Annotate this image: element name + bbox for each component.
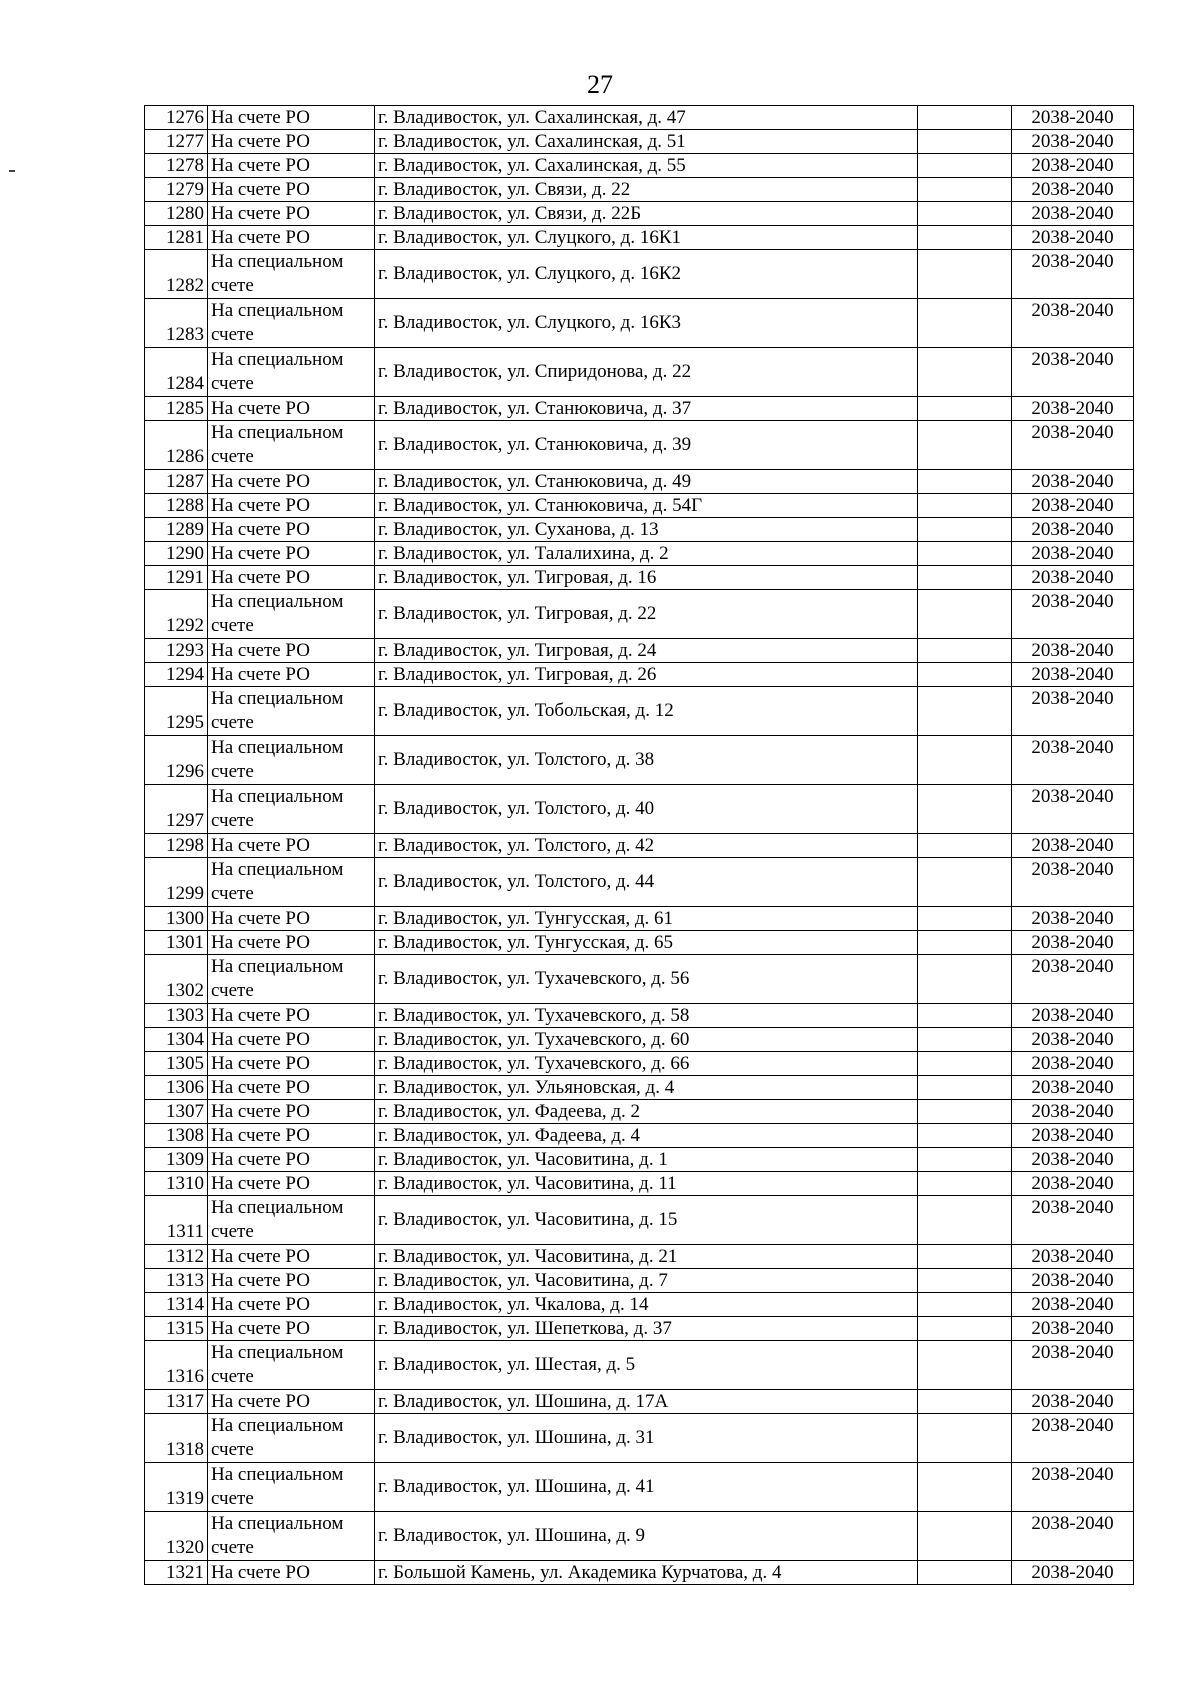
row-number: 1301: [145, 931, 208, 955]
row-number: 1321: [145, 1561, 208, 1585]
empty-cell: [918, 1196, 1012, 1245]
repair-period: 2038-2040: [1012, 1269, 1134, 1293]
funding-status: На специальном счете: [208, 858, 375, 907]
table-row: [145, 397, 1134, 421]
building-address: г. Владивосток, ул. Талалихина, д. 2: [375, 542, 918, 566]
table-row: [145, 1317, 1134, 1341]
funding-status: На счете РО: [208, 834, 375, 858]
empty-cell: [918, 663, 1012, 687]
empty-cell: [918, 106, 1012, 130]
repair-period: 2038-2040: [1012, 226, 1134, 250]
row-number: 1306: [145, 1076, 208, 1100]
table-row: [145, 1269, 1134, 1293]
table-row: [145, 130, 1134, 154]
funding-status: На счете РО: [208, 130, 375, 154]
repair-period: 2038-2040: [1012, 1196, 1134, 1245]
funding-status: На счете РО: [208, 1245, 375, 1269]
row-number: 1314: [145, 1293, 208, 1317]
repair-period: 2038-2040: [1012, 590, 1134, 639]
empty-cell: [918, 130, 1012, 154]
empty-cell: [918, 1293, 1012, 1317]
funding-status: На специальном счете: [208, 955, 375, 1004]
building-address: г. Владивосток, ул. Часовитина, д. 1: [375, 1148, 918, 1172]
empty-cell: [918, 931, 1012, 955]
repair-period: 2038-2040: [1012, 834, 1134, 858]
empty-cell: [918, 202, 1012, 226]
empty-cell: [918, 1317, 1012, 1341]
empty-cell: [918, 542, 1012, 566]
row-number: 1311: [145, 1196, 208, 1245]
empty-cell: [918, 299, 1012, 348]
funding-status: На счете РО: [208, 106, 375, 130]
row-number: 1279: [145, 178, 208, 202]
building-address: г. Владивосток, ул. Станюковича, д. 37: [375, 397, 918, 421]
building-address: г. Владивосток, ул. Толстого, д. 42: [375, 834, 918, 858]
row-number: 1303: [145, 1004, 208, 1028]
table-row: [145, 1100, 1134, 1124]
empty-cell: [918, 470, 1012, 494]
registry-table: [144, 105, 1134, 1585]
table-row: [145, 931, 1134, 955]
empty-cell: [918, 1148, 1012, 1172]
table-row: [145, 1076, 1134, 1100]
empty-cell: [918, 1052, 1012, 1076]
table-row: [145, 154, 1134, 178]
row-number: 1283: [145, 299, 208, 348]
funding-status: На счете РО: [208, 518, 375, 542]
building-address: г. Владивосток, ул. Толстого, д. 44: [375, 858, 918, 907]
building-address: г. Владивосток, ул. Станюковича, д. 49: [375, 470, 918, 494]
building-address: г. Владивосток, ул. Часовитина, д. 7: [375, 1269, 918, 1293]
repair-period: 2038-2040: [1012, 1293, 1134, 1317]
building-address: г. Владивосток, ул. Фадеева, д. 4: [375, 1124, 918, 1148]
row-number: 1316: [145, 1341, 208, 1390]
repair-period: 2038-2040: [1012, 687, 1134, 736]
funding-status: На специальном счете: [208, 1463, 375, 1512]
repair-period: 2038-2040: [1012, 1028, 1134, 1052]
building-address: г. Владивосток, ул. Тунгусская, д. 65: [375, 931, 918, 955]
empty-cell: [918, 518, 1012, 542]
row-number: 1318: [145, 1414, 208, 1463]
row-number: 1288: [145, 494, 208, 518]
funding-status: На счете РО: [208, 1052, 375, 1076]
funding-status: На счете РО: [208, 1172, 375, 1196]
funding-status: На специальном счете: [208, 590, 375, 639]
scan-mark: [9, 170, 15, 172]
repair-period: 2038-2040: [1012, 1512, 1134, 1561]
table-row: [145, 1512, 1134, 1561]
row-number: 1295: [145, 687, 208, 736]
table-row: [145, 1196, 1134, 1245]
empty-cell: [918, 566, 1012, 590]
row-number: 1277: [145, 130, 208, 154]
table-row: [145, 542, 1134, 566]
repair-period: 2038-2040: [1012, 130, 1134, 154]
empty-cell: [918, 250, 1012, 299]
building-address: г. Владивосток, ул. Часовитина, д. 11: [375, 1172, 918, 1196]
building-address: г. Владивосток, ул. Толстого, д. 38: [375, 736, 918, 785]
funding-status: На счете РО: [208, 931, 375, 955]
building-address: г. Владивосток, ул. Часовитина, д. 15: [375, 1196, 918, 1245]
table-row: [145, 1004, 1134, 1028]
building-address: г. Владивосток, ул. Слуцкого, д. 16К1: [375, 226, 918, 250]
empty-cell: [918, 1172, 1012, 1196]
building-address: г. Владивосток, ул. Сахалинская, д. 47: [375, 106, 918, 130]
empty-cell: [918, 1512, 1012, 1561]
funding-status: На специальном счете: [208, 1414, 375, 1463]
funding-status: На счете РО: [208, 154, 375, 178]
building-address: г. Владивосток, ул. Тигровая, д. 22: [375, 590, 918, 639]
building-address: г. Владивосток, ул. Тухачевского, д. 58: [375, 1004, 918, 1028]
table-row: [145, 1148, 1134, 1172]
funding-status: На специальном счете: [208, 1196, 375, 1245]
building-address: г. Владивосток, ул. Сахалинская, д. 51: [375, 130, 918, 154]
row-number: 1312: [145, 1245, 208, 1269]
repair-period: 2038-2040: [1012, 663, 1134, 687]
repair-period: 2038-2040: [1012, 736, 1134, 785]
empty-cell: [918, 1390, 1012, 1414]
table-row: [145, 1124, 1134, 1148]
funding-status: На счете РО: [208, 1269, 375, 1293]
page-number: 27: [587, 70, 613, 99]
building-address: г. Владивосток, ул. Слуцкого, д. 16К2: [375, 250, 918, 299]
funding-status: На специальном счете: [208, 299, 375, 348]
funding-status: На счете РО: [208, 1004, 375, 1028]
building-address: г. Владивосток, ул. Станюковича, д. 54Г: [375, 494, 918, 518]
funding-status: На специальном счете: [208, 1341, 375, 1390]
building-address: г. Владивосток, ул. Спиридонова, д. 22: [375, 348, 918, 397]
row-number: 1310: [145, 1172, 208, 1196]
table-row: [145, 858, 1134, 907]
building-address: г. Владивосток, ул. Фадеева, д. 2: [375, 1100, 918, 1124]
table-row: [145, 566, 1134, 590]
table-row: [145, 639, 1134, 663]
building-address: г. Владивосток, ул. Шошина, д. 41: [375, 1463, 918, 1512]
repair-period: 2038-2040: [1012, 566, 1134, 590]
table-row: [145, 470, 1134, 494]
building-address: г. Владивосток, ул. Тухачевского, д. 56: [375, 955, 918, 1004]
row-number: 1297: [145, 785, 208, 834]
funding-status: На счете РО: [208, 202, 375, 226]
row-number: 1280: [145, 202, 208, 226]
repair-period: 2038-2040: [1012, 1561, 1134, 1585]
table-row: [145, 955, 1134, 1004]
building-address: г. Владивосток, ул. Тигровая, д. 16: [375, 566, 918, 590]
building-address: г. Владивосток, ул. Тигровая, д. 24: [375, 639, 918, 663]
funding-status: На счете РО: [208, 226, 375, 250]
repair-period: 2038-2040: [1012, 154, 1134, 178]
building-address: г. Владивосток, ул. Тухачевского, д. 60: [375, 1028, 918, 1052]
funding-status: На специальном счете: [208, 785, 375, 834]
empty-cell: [918, 1004, 1012, 1028]
table-row: [145, 785, 1134, 834]
table-row: [145, 1052, 1134, 1076]
repair-period: 2038-2040: [1012, 299, 1134, 348]
funding-status: На счете РО: [208, 1390, 375, 1414]
empty-cell: [918, 1100, 1012, 1124]
repair-period: 2038-2040: [1012, 1052, 1134, 1076]
empty-cell: [918, 1076, 1012, 1100]
repair-period: 2038-2040: [1012, 1076, 1134, 1100]
funding-status: На счете РО: [208, 542, 375, 566]
building-address: г. Большой Камень, ул. Академика Курчатова, д. 4: [375, 1561, 918, 1585]
empty-cell: [918, 1341, 1012, 1390]
empty-cell: [918, 590, 1012, 639]
funding-status: На специальном счете: [208, 250, 375, 299]
row-number: 1282: [145, 250, 208, 299]
funding-status: На счете РО: [208, 178, 375, 202]
repair-period: 2038-2040: [1012, 1245, 1134, 1269]
repair-period: 2038-2040: [1012, 639, 1134, 663]
table-row: [145, 1390, 1134, 1414]
building-address: г. Владивосток, ул. Станюковича, д. 39: [375, 421, 918, 470]
repair-period: 2038-2040: [1012, 202, 1134, 226]
row-number: 1294: [145, 663, 208, 687]
repair-period: 2038-2040: [1012, 1341, 1134, 1390]
building-address: г. Владивосток, ул. Шошина, д. 17А: [375, 1390, 918, 1414]
table-row: [145, 1414, 1134, 1463]
row-number: 1319: [145, 1463, 208, 1512]
building-address: г. Владивосток, ул. Слуцкого, д. 16К3: [375, 299, 918, 348]
table-row: [145, 907, 1134, 931]
empty-cell: [918, 397, 1012, 421]
row-number: 1320: [145, 1512, 208, 1561]
building-address: г. Владивосток, ул. Связи, д. 22: [375, 178, 918, 202]
repair-period: 2038-2040: [1012, 494, 1134, 518]
empty-cell: [918, 834, 1012, 858]
table-row: [145, 106, 1134, 130]
table-row: [145, 1172, 1134, 1196]
table-row: [145, 1341, 1134, 1390]
repair-period: 2038-2040: [1012, 250, 1134, 299]
table-row: [145, 736, 1134, 785]
row-number: 1284: [145, 348, 208, 397]
table-row: [145, 1561, 1134, 1585]
funding-status: На счете РО: [208, 470, 375, 494]
row-number: 1286: [145, 421, 208, 470]
repair-period: 2038-2040: [1012, 931, 1134, 955]
repair-period: 2038-2040: [1012, 1124, 1134, 1148]
funding-status: На счете РО: [208, 1148, 375, 1172]
empty-cell: [918, 1124, 1012, 1148]
empty-cell: [918, 1245, 1012, 1269]
table-row: [145, 590, 1134, 639]
repair-period: 2038-2040: [1012, 785, 1134, 834]
funding-status: На счете РО: [208, 566, 375, 590]
building-address: г. Владивосток, ул. Шошина, д. 9: [375, 1512, 918, 1561]
building-address: г. Владивосток, ул. Тухачевского, д. 66: [375, 1052, 918, 1076]
table-row: [145, 299, 1134, 348]
row-number: 1276: [145, 106, 208, 130]
row-number: 1281: [145, 226, 208, 250]
row-number: 1278: [145, 154, 208, 178]
empty-cell: [918, 178, 1012, 202]
row-number: 1302: [145, 955, 208, 1004]
empty-cell: [918, 1414, 1012, 1463]
funding-status: На счете РО: [208, 1076, 375, 1100]
building-address: г. Владивосток, ул. Часовитина, д. 21: [375, 1245, 918, 1269]
empty-cell: [918, 907, 1012, 931]
funding-status: На счете РО: [208, 1100, 375, 1124]
funding-status: На счете РО: [208, 907, 375, 931]
funding-status: На специальном счете: [208, 687, 375, 736]
funding-status: На специальном счете: [208, 736, 375, 785]
repair-period: 2038-2040: [1012, 1317, 1134, 1341]
repair-period: 2038-2040: [1012, 470, 1134, 494]
repair-period: 2038-2040: [1012, 1172, 1134, 1196]
row-number: 1317: [145, 1390, 208, 1414]
row-number: 1290: [145, 542, 208, 566]
row-number: 1291: [145, 566, 208, 590]
building-address: г. Владивосток, ул. Шестая, д. 5: [375, 1341, 918, 1390]
funding-status: На специальном счете: [208, 1512, 375, 1561]
building-address: г. Владивосток, ул. Тунгусская, д. 61: [375, 907, 918, 931]
building-address: г. Владивосток, ул. Связи, д. 22Б: [375, 202, 918, 226]
funding-status: На счете РО: [208, 639, 375, 663]
repair-period: 2038-2040: [1012, 542, 1134, 566]
building-address: г. Владивосток, ул. Тигровая, д. 26: [375, 663, 918, 687]
row-number: 1298: [145, 834, 208, 858]
repair-period: 2038-2040: [1012, 421, 1134, 470]
empty-cell: [918, 226, 1012, 250]
table-row: [145, 250, 1134, 299]
table-row: [145, 1245, 1134, 1269]
empty-cell: [918, 785, 1012, 834]
funding-status: На счете РО: [208, 1028, 375, 1052]
empty-cell: [918, 1269, 1012, 1293]
funding-status: На счете РО: [208, 494, 375, 518]
repair-period: 2038-2040: [1012, 1414, 1134, 1463]
repair-period: 2038-2040: [1012, 1390, 1134, 1414]
row-number: 1304: [145, 1028, 208, 1052]
empty-cell: [918, 421, 1012, 470]
row-number: 1299: [145, 858, 208, 907]
empty-cell: [918, 639, 1012, 663]
table-row: [145, 687, 1134, 736]
table-row: [145, 1293, 1134, 1317]
repair-period: 2038-2040: [1012, 1463, 1134, 1512]
funding-status: На специальном счете: [208, 348, 375, 397]
building-address: г. Владивосток, ул. Толстого, д. 40: [375, 785, 918, 834]
row-number: 1313: [145, 1269, 208, 1293]
repair-period: 2038-2040: [1012, 178, 1134, 202]
registry-table-body: [145, 106, 1134, 1585]
row-number: 1293: [145, 639, 208, 663]
empty-cell: [918, 154, 1012, 178]
row-number: 1289: [145, 518, 208, 542]
funding-status: На счете РО: [208, 1293, 375, 1317]
empty-cell: [918, 858, 1012, 907]
row-number: 1296: [145, 736, 208, 785]
repair-period: 2038-2040: [1012, 348, 1134, 397]
repair-period: 2038-2040: [1012, 1148, 1134, 1172]
empty-cell: [918, 494, 1012, 518]
row-number: 1315: [145, 1317, 208, 1341]
empty-cell: [918, 955, 1012, 1004]
row-number: 1305: [145, 1052, 208, 1076]
empty-cell: [918, 736, 1012, 785]
empty-cell: [918, 348, 1012, 397]
table-row: [145, 663, 1134, 687]
empty-cell: [918, 1463, 1012, 1512]
empty-cell: [918, 1561, 1012, 1585]
table-row: [145, 1463, 1134, 1512]
repair-period: 2038-2040: [1012, 1004, 1134, 1028]
repair-period: 2038-2040: [1012, 858, 1134, 907]
building-address: г. Владивосток, ул. Шошина, д. 31: [375, 1414, 918, 1463]
repair-period: 2038-2040: [1012, 907, 1134, 931]
building-address: г. Владивосток, ул. Шепеткова, д. 37: [375, 1317, 918, 1341]
repair-period: 2038-2040: [1012, 518, 1134, 542]
funding-status: На специальном счете: [208, 421, 375, 470]
empty-cell: [918, 1028, 1012, 1052]
table-row: [145, 226, 1134, 250]
row-number: 1307: [145, 1100, 208, 1124]
building-address: г. Владивосток, ул. Суханова, д. 13: [375, 518, 918, 542]
row-number: 1285: [145, 397, 208, 421]
funding-status: На счете РО: [208, 1561, 375, 1585]
row-number: 1292: [145, 590, 208, 639]
empty-cell: [918, 687, 1012, 736]
funding-status: На счете РО: [208, 663, 375, 687]
repair-period: 2038-2040: [1012, 955, 1134, 1004]
row-number: 1300: [145, 907, 208, 931]
row-number: 1308: [145, 1124, 208, 1148]
funding-status: На счете РО: [208, 1124, 375, 1148]
table-row: [145, 348, 1134, 397]
repair-period: 2038-2040: [1012, 1100, 1134, 1124]
row-number: 1309: [145, 1148, 208, 1172]
building-address: г. Владивосток, ул. Ульяновская, д. 4: [375, 1076, 918, 1100]
table-row: [145, 202, 1134, 226]
table-row: [145, 1028, 1134, 1052]
building-address: г. Владивосток, ул. Чкалова, д. 14: [375, 1293, 918, 1317]
table-row: [145, 518, 1134, 542]
repair-period: 2038-2040: [1012, 397, 1134, 421]
repair-period: 2038-2040: [1012, 106, 1134, 130]
table-row: [145, 421, 1134, 470]
table-row: [145, 178, 1134, 202]
table-row: [145, 494, 1134, 518]
funding-status: На счете РО: [208, 397, 375, 421]
building-address: г. Владивосток, ул. Тобольская, д. 12: [375, 687, 918, 736]
row-number: 1287: [145, 470, 208, 494]
funding-status: На счете РО: [208, 1317, 375, 1341]
table-row: [145, 834, 1134, 858]
building-address: г. Владивосток, ул. Сахалинская, д. 55: [375, 154, 918, 178]
